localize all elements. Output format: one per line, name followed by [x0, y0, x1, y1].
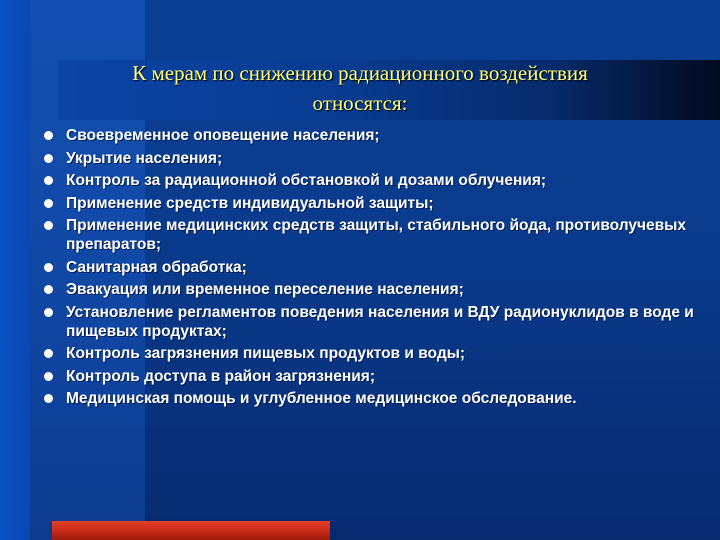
bullet-icon [44, 221, 53, 230]
bullet-icon [44, 349, 53, 358]
list-item-text: Медицинская помощь и углубленное медицинское обследование. [66, 390, 577, 407]
bullet-icon [44, 285, 53, 294]
list-item-text: Своевременное оповещение населения; [66, 127, 380, 144]
list-item [40, 367, 710, 386]
list-item [40, 171, 710, 190]
left-accent-band [0, 0, 30, 540]
list-item [40, 216, 710, 254]
bullet-icon [44, 308, 53, 317]
list-item-text: Санитарная обработка; [66, 258, 247, 276]
list-item-text: Укрытие населения; [66, 149, 223, 167]
bullet-icon [44, 176, 53, 185]
bottom-accent-bar [52, 521, 330, 540]
slide-title-line1: К мерам по снижению радиационного воздействия [132, 61, 588, 85]
list-item [40, 194, 710, 213]
list-item [40, 126, 710, 145]
slide-title-line2: относятся: [312, 91, 408, 115]
bullet-icon [44, 131, 53, 140]
list-item [40, 149, 710, 168]
list-item [40, 280, 710, 299]
list-item-text: Контроль загрязнения пищевых продуктов и воды; [66, 345, 466, 362]
bullet-icon [44, 154, 53, 163]
slide-title [60, 58, 660, 118]
list-item [40, 303, 710, 341]
list-item [40, 258, 710, 277]
list-item [40, 389, 710, 408]
bullet-icon [44, 394, 53, 403]
measures-list [40, 126, 710, 412]
list-item-text: Эвакуация или временное переселение населения; [66, 281, 464, 298]
bullet-icon [44, 263, 53, 272]
list-item-text: Контроль за радиационной обстановкой и дозами облучения; [66, 172, 547, 189]
list-item-text: Установление регламентов поведения населения и ВДУ радионуклидов в воде и пищевых продуктах; [66, 303, 694, 340]
list-item-text: Применение средств индивидуальной защиты; [66, 194, 434, 212]
bullet-icon [44, 372, 53, 381]
bullet-icon [44, 199, 53, 208]
list-item [40, 344, 710, 363]
list-item-text: Применение медицинских средств защиты, стабильного йода, противолучевых препаратов; [66, 217, 687, 253]
list-item-text: Контроль доступа в район загрязнения; [66, 367, 375, 385]
